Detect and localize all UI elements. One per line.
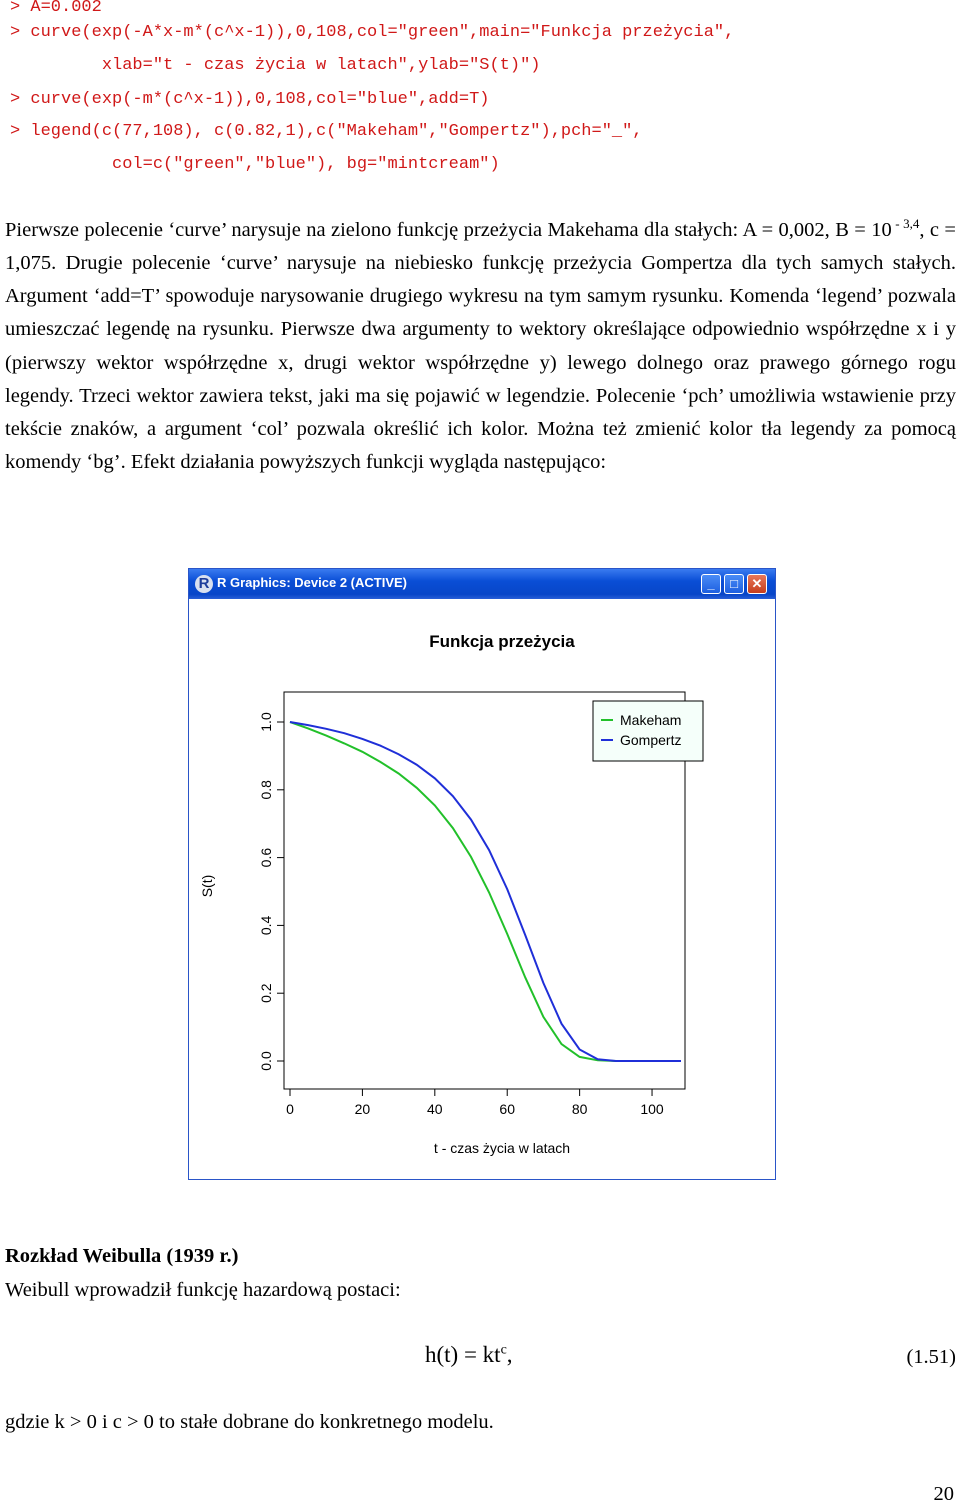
legend-label: Gompertz — [620, 732, 682, 748]
series-line-gompertz — [290, 722, 681, 1061]
legend-label: Makeham — [620, 712, 682, 728]
x-tick-label: 60 — [499, 1101, 516, 1117]
y-axis-label: S(t) — [199, 874, 215, 898]
console-line: col=c("green","blue"), bg="mintcream") — [10, 155, 500, 174]
r-logo-icon: R — [195, 575, 213, 593]
window-title: R Graphics: Device 2 (ACTIVE) — [217, 575, 407, 590]
y-tick-label: 0.0 — [258, 1051, 274, 1071]
y-tick-label: 0.2 — [258, 983, 274, 1003]
formula-tail: , — [506, 1342, 513, 1367]
console-line: > curve(exp(-m*(c^x-1)),0,108,col="blue",add=T) — [10, 90, 490, 109]
chart-legend — [593, 701, 703, 761]
console-line: > curve(exp(-A*x-m*(c^x-1)),0,108,col="green",main="Funkcja przeżycia", — [10, 23, 735, 42]
y-tick-label: 0.8 — [258, 780, 274, 800]
paragraph-text-start: Pierwsze polecenie ‘curve’ narysuje na zielono funkcję przeżycia Makehama dla stałych: A = 0,002, B = 10 — [5, 218, 892, 241]
legend-box — [593, 701, 703, 761]
console-line: > legend(c(77,108), c(0.82,1),c("Makeham","Gompertz"),pch="_", — [10, 122, 643, 141]
page-number: 20 — [933, 1483, 954, 1505]
x-tick-label: 20 — [354, 1101, 371, 1117]
console-line: xlab="t - czas życia w latach",ylab="S(t)") — [10, 56, 541, 75]
series-line-makeham — [290, 722, 681, 1061]
close-icon: ✕ — [751, 576, 763, 591]
chart-title: Funkcja przeżycia — [429, 632, 575, 651]
section-heading: Rozkład Weibulla (1939 r.) — [5, 1245, 239, 1267]
section-intro: Weibull wprowadził funkcję hazardową postaci: — [5, 1279, 401, 1301]
console-line: > A=0.002 — [10, 0, 102, 17]
weibull-formula — [425, 1342, 513, 1368]
window-titlebar[interactable] — [189, 569, 775, 599]
x-tick-label: 80 — [571, 1101, 588, 1117]
minimize-icon: _ — [707, 576, 715, 591]
y-tick-label: 0.4 — [258, 915, 274, 936]
r-graphics-window — [188, 568, 776, 1180]
y-tick-label: 0.6 — [258, 847, 274, 868]
equation-number: (1.51) — [906, 1346, 956, 1368]
minimize-button[interactable] — [701, 574, 721, 594]
x-axis-label: t - czas życia w latach — [433, 1140, 571, 1156]
y-tick-label: 1.0 — [258, 712, 274, 732]
x-tick-label: 0 — [286, 1101, 294, 1117]
paragraph-text-end: , c = 1,075. Drugie polecenie ‘curve’ narysuje na niebiesko funkcję przeżycia Gompertza dla tych samych stałych. Argument ‘add=T’ spowoduje narysowanie drugiego wykresu na tym samym rysunku. Komenda ‘legend’ pozwala umieszczać legendę na rysunku. Pierwsze dwa argumenty to wektory określające odpowiednio współrzędne x i y (pierwszy wektor współrzędne x, drugi wektor współrzędne y) lewego dolnego oraz prawego górnego rogu legendy. Trzeci wektor zawiera tekst, jaki ma się pojawić w legendzie. Polecenie ‘pch’ umożliwia wstawienie przy tekście znaków, a argument ‘col’ pozwala określić ich kolor. Można też zmienić kolor tła legendy za pomocą komendy ‘bg’. Efekt działania powyższych funkcji wygląda następująco: — [5, 218, 956, 474]
series-layer — [290, 722, 681, 1061]
x-tick-label: 40 — [427, 1101, 443, 1117]
section-note: gdzie k > 0 i c > 0 to stałe dobrane do konkretnego modelu. — [5, 1411, 494, 1433]
maximize-button[interactable] — [724, 574, 744, 594]
close-button[interactable] — [747, 574, 767, 594]
exponent: - 3,4 — [891, 216, 920, 231]
explanation-paragraph — [5, 207, 956, 479]
survival-chart — [189, 599, 775, 1179]
formula-base: h(t) = kt — [425, 1342, 501, 1367]
x-tick-label: 100 — [640, 1101, 664, 1117]
formula-exponent: c — [500, 1342, 507, 1358]
maximize-icon: □ — [730, 576, 738, 591]
